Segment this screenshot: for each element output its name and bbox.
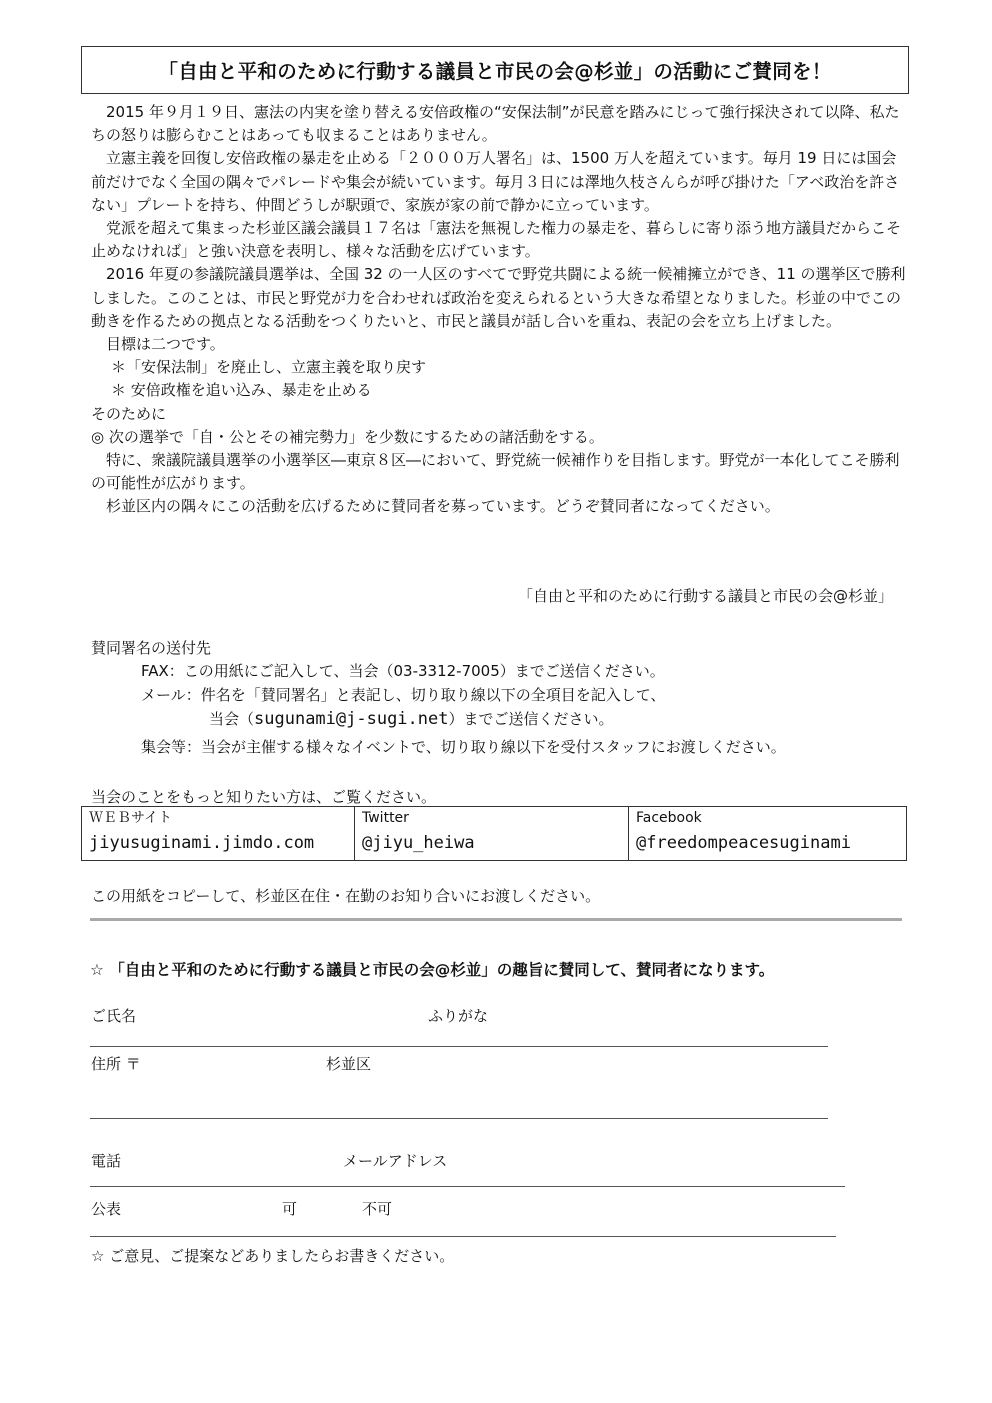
send-mail-line-1: メール：件名を「賛同署名」と表記し、切り取り線以下の全項目を記入して、: [141, 686, 666, 704]
phone-label: 電話: [91, 1152, 122, 1170]
name-label: ご氏名: [91, 1007, 137, 1025]
intro-paragraph-4: 2016 年夏の参議院議員選挙は、全国 32 の一人区のすべてで野党共闘による統一候補擁立ができ、11 の選挙区で勝利しました。このことは、市民と野党が力を合わせれば政治を変えられるという大きな希望となりました。杉並の中でこの動きを作るための拠点となる活動をつくりたいと、市民と議員が話し合いを重ね、表記の会を立ち上げました。: [91, 265, 906, 330]
therefore-label: そのために: [91, 404, 167, 423]
send-heading: 賛同署名の送付先: [91, 639, 212, 657]
intro-paragraph-3: 党派を超えて集まった杉並区議会議員１７名は「憲法を無視した権力の暴走を、暮らしに寄り添う地方議員だからこそ止めなければ」と強い決意を表明し、様々な活動を広げています。: [91, 219, 902, 261]
website-label: ＷＥＢサイト: [89, 810, 173, 826]
address-field-line[interactable]: [90, 1118, 828, 1119]
intro-paragraph-5: 特に、衆議院議員選挙の小選挙区―東京８区―において、野党統一候補作りを目指します。野党が一本化してこそ勝利の可能性が広がります。: [91, 451, 900, 493]
furigana-label: ふりがな: [428, 1007, 489, 1025]
title-box: [81, 46, 909, 94]
intro-text: [91, 101, 911, 519]
address-label: 住所 〒: [91, 1055, 141, 1073]
send-event: 集会等：当会が主催する様々なイベントで、切り取り線以下を受付スタッフにお渡しください。: [141, 738, 786, 756]
copy-note: この用紙をコピーして、杉並区在住・在勤のお知り合いにお渡しください。: [91, 887, 601, 905]
publish-ok-option[interactable]: 可: [282, 1200, 298, 1218]
link-cell-twitter: [355, 807, 629, 861]
links-table: [81, 806, 907, 861]
form-heading: ☆ 「自由と平和のために行動する議員と市民の会@杉並」の趣旨に賛同して、賛同者になります。: [90, 961, 775, 979]
goal-1: ＊「安保法制」を廃止し、立憲主義を取り戻す: [111, 358, 427, 377]
email-label: メールアドレス: [343, 1152, 448, 1170]
publish-field-line: [90, 1236, 836, 1237]
signature: 「自由と平和のために行動する議員と市民の会@杉並」: [517, 587, 893, 605]
twitter-label: Twitter: [362, 810, 409, 826]
link-cell-facebook: [629, 807, 907, 861]
phone-email-field-line[interactable]: [90, 1186, 845, 1187]
twitter-link[interactable]: @jiyu_heiwa: [362, 833, 475, 853]
intro-paragraph-6: 杉並区内の隅々にこの活動を広げるために賛同者を募っています。どうぞ賛同者になってください。: [106, 497, 780, 516]
send-mail-line-2: [209, 708, 614, 729]
publish-label: 公表: [91, 1200, 122, 1218]
name-field-line[interactable]: [90, 1046, 828, 1047]
goal-2: ＊ 安倍政権を追い込み、暴走を止める: [111, 381, 372, 400]
comment-label: ☆ ご意見、ご提案などありましたらお書きください。: [91, 1247, 455, 1265]
ward-label: 杉並区: [326, 1055, 372, 1073]
goals-label: 目標は二つです。: [106, 335, 225, 354]
intro-paragraph-2: 立憲主義を回復し安倍政権の暴走を止める「２０００万人署名」は、1500 万人を超えています。毎月 19 日には国会前だけでなく全国の隅々でパレードや集会が続いています。毎月３日には澤地久枝さんらが呼び掛けた「アベ政治を許さない」プレートを持ち、仲間どうしが駅頭で、家族が家の前で静かに立っています。: [91, 149, 900, 214]
publish-no-option[interactable]: 不可: [362, 1200, 393, 1218]
send-mail-suffix: ）までご送信ください。: [448, 710, 614, 728]
send-mail-prefix: 当会（: [209, 710, 255, 728]
intro-paragraph-1: 2015 年９月１９日、憲法の内実を塗り替える安倍政権の“安保法制”が民意を踏みにじって強行採決されて以降、私たちの怒りは膨らむことはあっても収まることはありません。: [91, 103, 900, 145]
link-cell-website: [82, 807, 355, 861]
send-fax: FAX：この用紙にご記入して、当会（03-3312-7005）までご送信ください。: [141, 662, 665, 680]
website-link[interactable]: jiyusuginami.jimdo.com: [89, 833, 315, 853]
cut-line: [90, 918, 902, 921]
page-title: 「自由と平和のために行動する議員と市民の会@杉並」の活動にご賛同を！: [158, 60, 832, 83]
facebook-link[interactable]: @freedompeacesuginami: [636, 833, 851, 853]
action-item: ◎ 次の選挙で「自・公とその補完勢力」を少数にするための諸活動をする。: [91, 427, 604, 446]
email-address-link[interactable]: sugunami@j-sugi.net: [254, 709, 449, 729]
facebook-label: Facebook: [636, 810, 702, 826]
more-info-text: 当会のことをもっと知りたい方は、ご覧ください。: [91, 788, 437, 806]
